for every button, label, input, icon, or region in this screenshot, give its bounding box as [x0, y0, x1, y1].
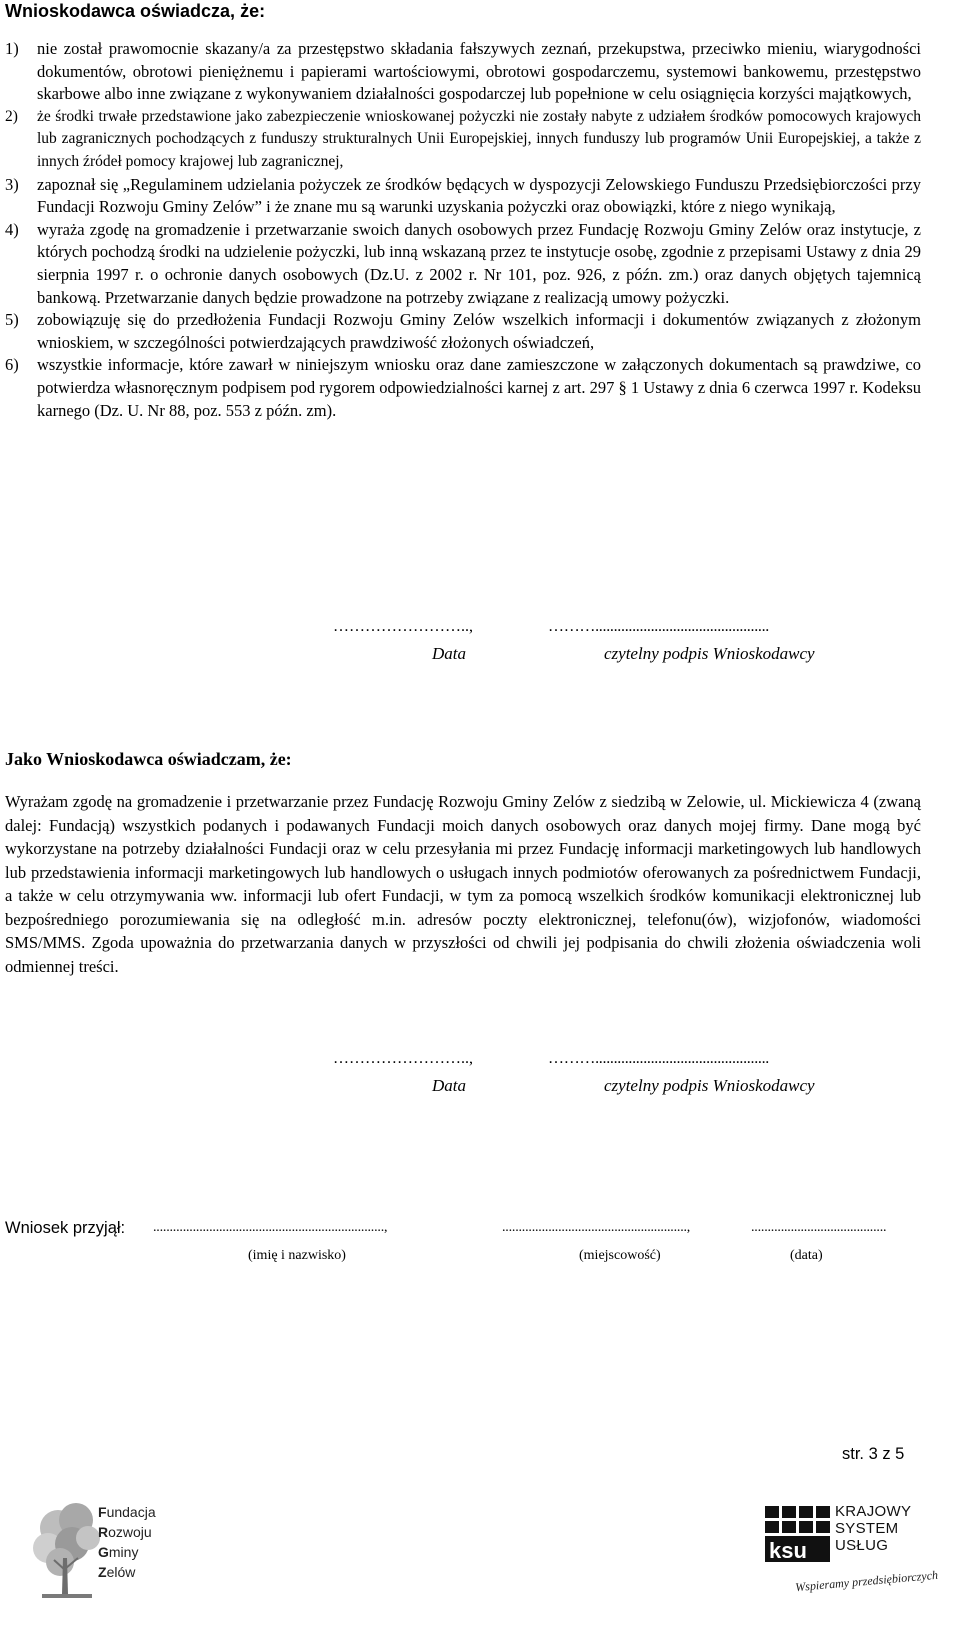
ksu-line-1: KRAJOWY	[835, 1503, 912, 1520]
declaration-item-3	[5, 174, 921, 219]
item-number: 1)	[5, 39, 19, 58]
ksu-logo-text	[835, 1503, 911, 1554]
footer	[0, 1468, 960, 1637]
date-field: .........................................	[751, 1220, 887, 1235]
place-caption: (miejscowość)	[579, 1248, 661, 1263]
date-label: Data	[432, 644, 466, 663]
ksu-line-2: SYSTEM	[835, 1520, 899, 1537]
ksu-line-3: USŁUG	[835, 1537, 889, 1554]
signature-line: ………...............................................	[548, 1050, 770, 1067]
date-line: ……………………..,	[333, 1050, 473, 1067]
item-text: nie został prawomocnie skazany/a za przestępstwo składania fałszywych zeznań, przekupstwa, przeciwko mieniu, wiarygodności dokumentów, obrotowi pieniężnemu i papierami wartościowymi, obrotowi gospodarczemu, systemowi bankowemu, przestępstwo skarbowe albo inne związane z wykonywaniem działalności gospodarczej lub popełnione w celu osiągnięcia korzyści majątkowych,	[37, 39, 921, 104]
svg-text:ksu: ksu	[769, 1538, 807, 1563]
item-text: zapoznał się „Regulaminem udzielania pożyczek ze środków będących w dyspozycji Zelowskiego Funduszu Przedsiębiorczości przy Fundacji Rozwoju Gminy Zelów” i że znane mu są warunki uzyskania pożyczki oraz obowiązki, które z niego wynikają,	[37, 174, 921, 217]
signature-label: czytelny podpis Wnioskodawcy	[604, 1076, 815, 1095]
declaration-item-1	[5, 38, 921, 106]
fundacja-logo-text	[98, 1502, 156, 1582]
signature-line: ………...............................................	[548, 618, 770, 635]
declaration-item-5	[5, 309, 921, 354]
fundacja-line-1: Fundacja	[98, 1504, 156, 1520]
acceptance-line	[5, 1219, 887, 1238]
declaration-item-4	[5, 219, 921, 309]
item-text: zobowiązuję się do przedłożenia Fundacji Rozwoju Gminy Zelów wszelkich informacji i dokumentów związanych z złożonym wnioskiem, w szczególności potwierdzających prawdziwość złożonych oświadczeń,	[37, 310, 921, 352]
item-number: 5)	[5, 310, 19, 330]
date-caption: (data)	[790, 1248, 823, 1263]
section1-heading: Wnioskodawca oświadcza, że:	[5, 1, 266, 21]
acceptance-label: Wniosek przyjął:	[5, 1219, 126, 1237]
ksu-slogan: Wspieramy przedsiębiorczych	[794, 1567, 939, 1595]
item-number: 3)	[5, 174, 19, 194]
name-field: ......................................................................,	[153, 1220, 388, 1235]
signature-block-2	[0, 1050, 960, 1100]
date-label: Data	[432, 1076, 466, 1095]
place-field: ........................................................,	[502, 1220, 691, 1235]
declarations-list	[5, 38, 921, 422]
signature-label: czytelny podpis Wnioskodawcy	[604, 644, 815, 663]
declaration-item-2	[5, 106, 921, 174]
fundacja-line-4: Zelów	[98, 1564, 136, 1580]
section2-heading: Jako Wnioskodawca oświadczam, że:	[5, 749, 292, 769]
fundacja-line-3: Gminy	[98, 1544, 139, 1560]
item-number: 2)	[5, 107, 18, 125]
fundacja-line-2: Rozwoju	[98, 1524, 152, 1540]
item-number: 4)	[5, 219, 19, 239]
item-text: że środki trwałe przedstawione jako zabezpieczenie wnioskowanej pożyczki nie zostały nabyte z udziałem środków pomocowych krajowych lub zagranicznych pochodzących z funduszy strukturalnych Unii Europejskiej, innych funduszy lub programów Unii Europejskiej, a także z innych źródeł pomocy krajowej lub zagranicznej,	[37, 107, 921, 170]
date-line: ……………………..,	[333, 618, 473, 635]
item-text: wszystkie informacje, które zawarł w niniejszym wniosku oraz dane zamieszczone w załączonych dokumentach są prawdziwe, co potwierdza własnoręcznym podpisem pod rygorem odpowiedzialności karnej z art. 297 § 1 Ustawy z dnia 6 czerwca 1997 r. Kodeksu karnego (Dz. U. Nr 88, poz. 553 z późn. zm).	[37, 355, 921, 420]
item-number: 6)	[5, 355, 19, 375]
item-text: wyraża zgodę na gromadzenie i przetwarzanie swoich danych osobowych przez Fundację Rozwoju Gminy Zelów oraz instytucje, z których pochodzą środki na udzielenie pożyczki, lub inną wskazaną przez te instytucje osobę, zgodnie z przepisami Ustawy z dnia 29 sierpnia 1997 r. o ochronie danych osobowych (Dz.U. z 2002 r. Nr 101, poz. 926, z późn. zm.) oraz danych objętych tajemnicą bankową. Przetwarzanie danych będzie prowadzone na potrzeby związane z realizacją umowy pożyczki.	[37, 219, 921, 307]
page-number: str. 3 z 5	[842, 1445, 905, 1463]
name-caption: (imię i nazwisko)	[248, 1248, 346, 1263]
signature-block-1	[0, 618, 960, 668]
consent-paragraph: Wyrażam zgodę na gromadzenie i przetwarzanie przez Fundację Rozwoju Gminy Zelów z siedzibą w Zelowie, ul. Mickiewicza 4 (zwaną dalej: Fundacją) wszystkich podanych i podawanych Fundacji moich danych osobowych oraz danych mojej firmy. Dane mogą być wykorzystane na potrzeby działalności Fundacji oraz w celu przesyłania mi przez Fundację informacji marketingowych lub handlowych lub przedstawienia informacji marketingowych lub handlowych o usługach innych podmiotów oferowanych za pośrednictwem Fundacji, a także w celu otrzymywania ww. informacji lub ofert Fundacji, w tym za pomocą wszelkich środków komunikacji elektronicznej lub bezpośredniego porozumiewania się na odległość m.in. adresów poczty elektronicznej, telefonu(ów), wizjofonów, wiadomości SMS/MMS. Zgoda upoważnia do przetwarzania danych w przyszłości od chwili jej podpisania do chwili złożenia oświadczenia woli odmiennej treści.	[5, 792, 921, 976]
declaration-item-6	[5, 354, 921, 422]
